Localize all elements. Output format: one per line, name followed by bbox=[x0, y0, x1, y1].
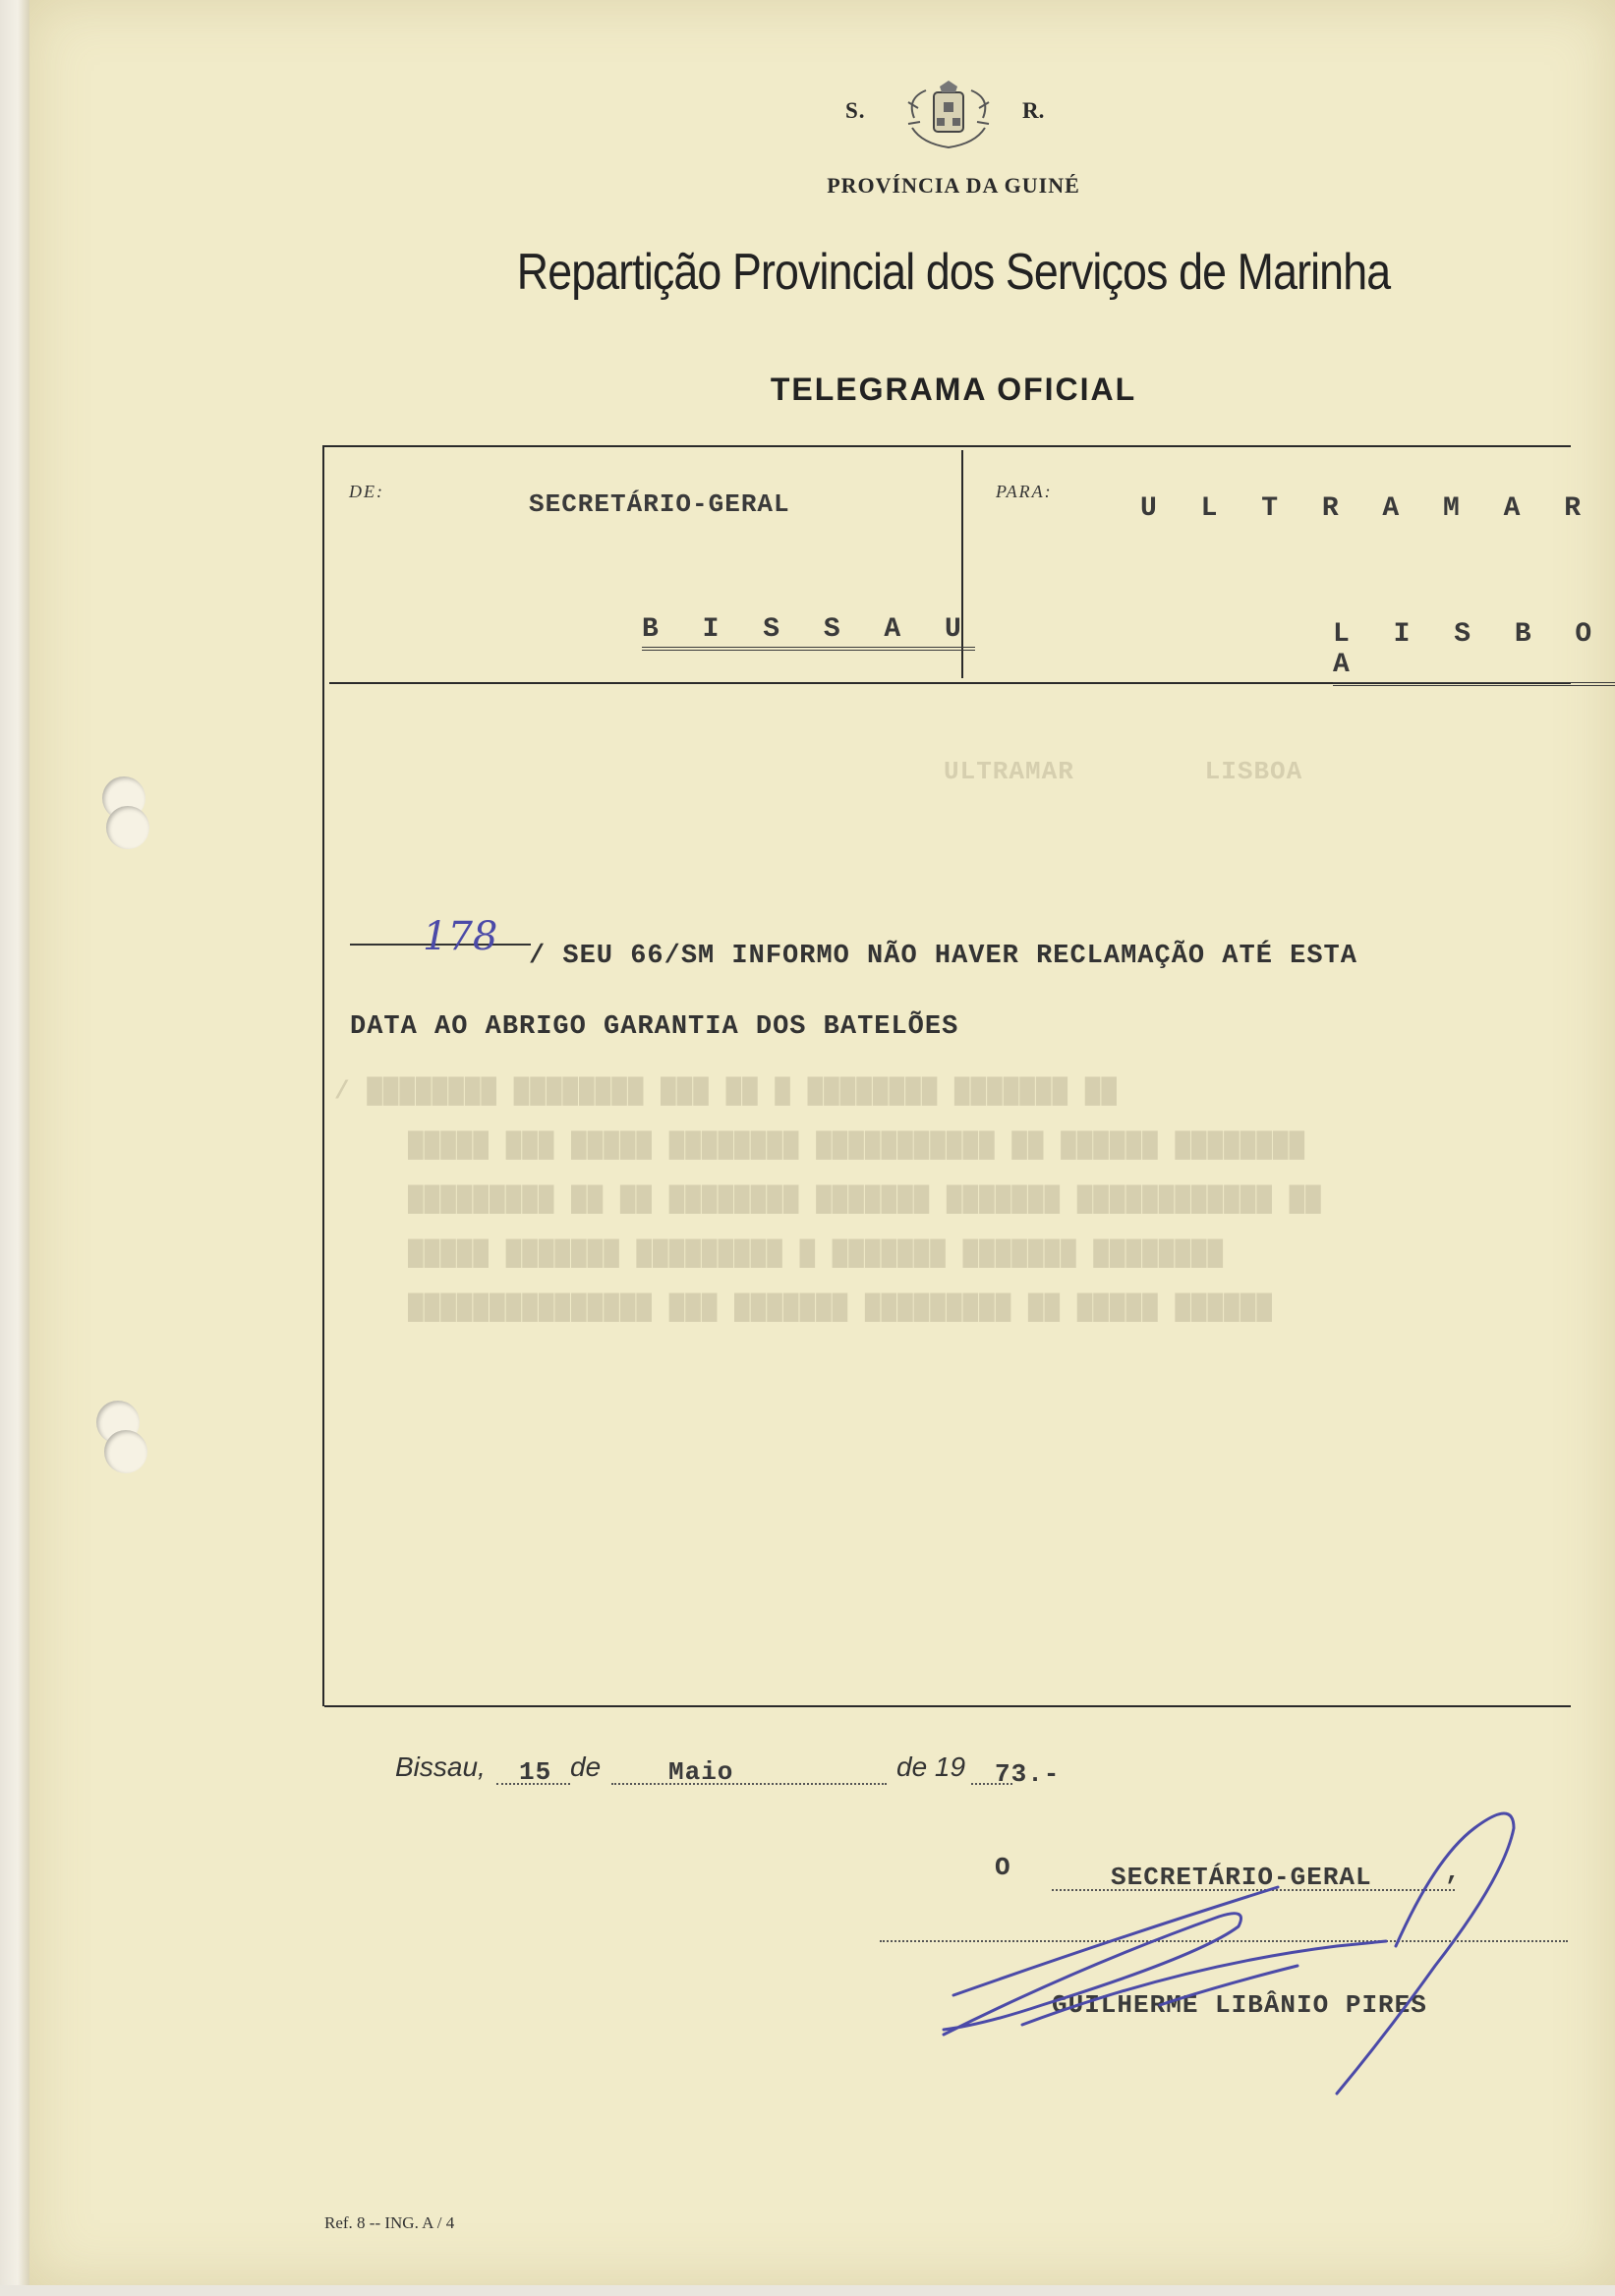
bleed-through-text: ULTRAMAR LISBOA bbox=[944, 757, 1303, 786]
date-day: 15 bbox=[519, 1757, 552, 1787]
header-s-letter: S. bbox=[845, 98, 866, 123]
date-month: Maio bbox=[668, 1757, 734, 1787]
date-de-2: de 19 bbox=[896, 1751, 966, 1782]
month-dots bbox=[611, 1759, 887, 1785]
form-left-rule bbox=[322, 445, 324, 1706]
date-year: 73.- bbox=[995, 1759, 1061, 1789]
page-bottom-edge bbox=[0, 2285, 1615, 2296]
form-top-rule bbox=[322, 445, 1571, 447]
page-edge bbox=[0, 0, 29, 2296]
punch-hole bbox=[104, 1430, 147, 1473]
from-label: DE: bbox=[349, 482, 384, 501]
date-city: Bissau, bbox=[395, 1751, 486, 1782]
department-title: Repartição Provincial dos Serviços de Marinha bbox=[516, 244, 1391, 301]
reference-code: Ref. 8 -- ING. A / 4 bbox=[324, 2213, 455, 2232]
message-line-2: DATA AO ABRIGO GARANTIA DOS BATELÕES bbox=[350, 1012, 959, 1042]
bleed-through-text: █████ ███ █████ ████████ ███████████ ██ ██████ ████████ bbox=[408, 1130, 1306, 1160]
punch-hole bbox=[106, 806, 149, 849]
coat-of-arms-icon bbox=[904, 79, 993, 155]
message-line-1: / SEU 66/SM INFORMO NÃO HAVER RECLAMAÇÃO ATÉ ESTA bbox=[529, 942, 1357, 971]
signature-article: O bbox=[995, 1853, 1011, 1882]
bleed-through-text: / ████████ ████████ ███ ██ █ ████████ ███████ ██ bbox=[334, 1076, 1118, 1106]
header-r-letter: R. bbox=[1022, 98, 1045, 123]
bleed-through-text: █████ ███████ █████████ █ ███████ ███████ ████████ bbox=[408, 1238, 1225, 1268]
date-de-1: de bbox=[570, 1751, 602, 1782]
form-bottom-rule bbox=[324, 1705, 1571, 1707]
bleed-through-text: █████████ ██ ██ ████████ ███████ ███████ ████████████ ██ bbox=[408, 1184, 1322, 1214]
to-value: U L T R A M A R bbox=[1140, 493, 1595, 524]
to-label: PARA: bbox=[996, 482, 1053, 501]
province-heading: PROVÍNCIA DA GUINÉ bbox=[827, 173, 1080, 198]
document-type-title: TELEGRAMA OFICIAL bbox=[770, 372, 1137, 407]
handwritten-number: 178 bbox=[423, 914, 498, 959]
bleed-through-text: ███████████████ ███ ███████ █████████ ██ █████ ██████ bbox=[408, 1292, 1273, 1322]
from-value: SECRETÁRIO-GERAL bbox=[529, 489, 790, 519]
to-place: L I S B O A bbox=[1333, 619, 1615, 686]
signature-title: SECRETÁRIO-GERAL bbox=[1111, 1863, 1372, 1892]
from-place: B I S S A U bbox=[642, 614, 975, 651]
signature-comma: , bbox=[1445, 1858, 1462, 1887]
handwritten-signature bbox=[924, 1799, 1533, 2113]
signatory-name: GUILHERME LIBÂNIO PIRES bbox=[1052, 1990, 1427, 2020]
